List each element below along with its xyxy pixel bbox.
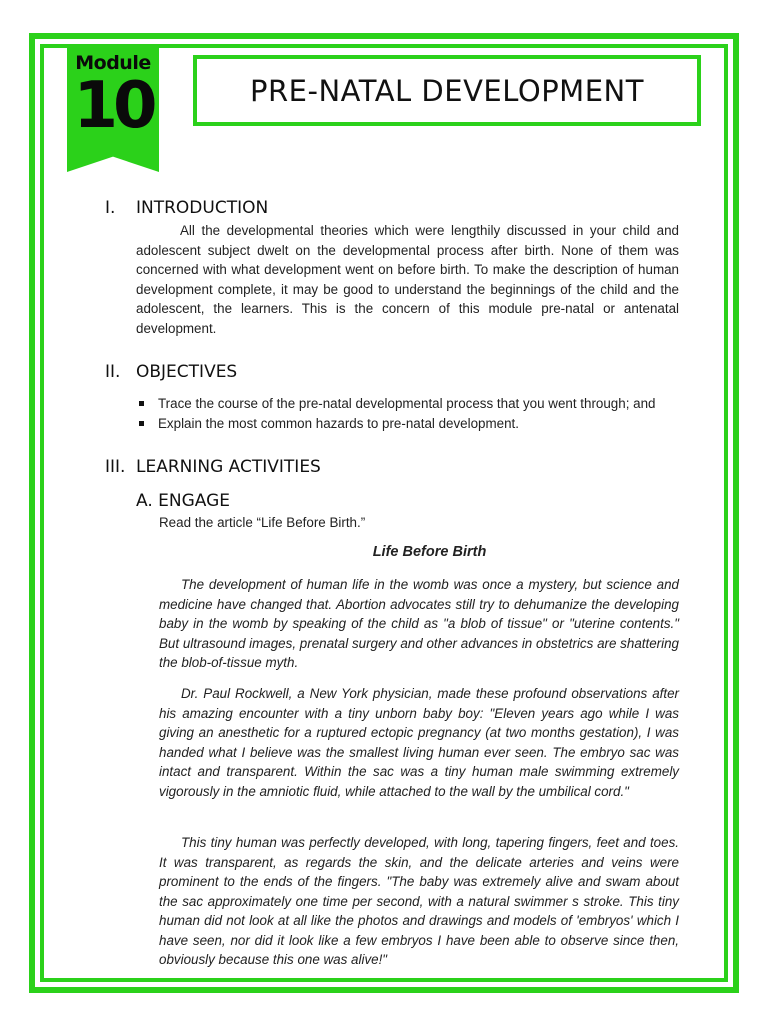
- module-number: 10: [73, 69, 153, 143]
- bullet-icon: [139, 421, 144, 426]
- objectives-list: [136, 394, 696, 434]
- objective-text: Trace the course of the pre-natal developmental process that you went through; and: [158, 396, 656, 411]
- introduction-paragraph: All the developmental theories which were lengthily discussed in your child and adolescent subject dwelt on the developmental process after birth. None of them was concerned with what development went on before birth. To make the description of human development complete, it may be good to understand the beginnings of the child and the adolescent, the learners. This is the concern of this module pre-natal or antenatal development.: [136, 223, 679, 336]
- article-paragraph: Dr. Paul Rockwell, a New York physician, made these profound observations after his amazing encounter with a tiny unborn baby boy: "Eleven years ago while I was giving an anesthetic for a ruptured ectopic pregnancy (at two months gestation), I was handed what I believe was the smallest living human ever seen. The embryo sac was intact and transparent. Within the sac was a tiny human male swimming extremely vigorously in the amniotic fluid, while attached to the wall by the umbilical cord.": [159, 686, 679, 799]
- article-paragraph: This tiny human was perfectly developed, with long, tapering fingers, feet and toes. It was transparent, as regards the skin, and the delicate arteries and veins were prominent to the ends of the fingers. "The baby was extremely alive and swam about the sac approximately one time per second, with a natural swimmer s stroke. This tiny human did not look at all like the photos and drawings and models of 'embryos' which I have seen, nor did it look like a few embryos I have been able to observe since then, obviously because this one was alive!": [159, 835, 679, 967]
- page-title: PRE-NATAL DEVELOPMENT: [250, 73, 644, 108]
- objective-text: Explain the most common hazards to pre-natal development.: [158, 416, 519, 431]
- article-paragraph: The development of human life in the womb was once a mystery, but science and medicine have changed that. Abortion advocates still try to dehumanize the developing baby in the womb by speaking of the child as "a blob of tissue" or "uterine contents." But ultrasound images, prenatal surgery and other advances in obstetrics are shattering the blob-of-tissue myth.: [159, 577, 679, 670]
- section-title: LEARNING ACTIVITIES: [136, 457, 321, 477]
- article-title: Life Before Birth: [372, 544, 487, 560]
- section-number: I.: [105, 198, 116, 218]
- engage-instruction: Read the article “Life Before Birth.”: [159, 515, 366, 530]
- section-heading-learning-activities: [105, 457, 321, 477]
- section-heading-introduction: [105, 198, 268, 218]
- section-title: OBJECTIVES: [136, 362, 238, 382]
- section-heading-objectives: [105, 362, 237, 382]
- module-label: Module: [75, 52, 151, 74]
- section-title: INTRODUCTION: [136, 198, 269, 218]
- objective-item: [136, 414, 696, 434]
- bullet-icon: [139, 401, 144, 406]
- objective-item: [136, 394, 696, 414]
- engage-heading: A. ENGAGE: [136, 491, 231, 511]
- title-box: [193, 55, 701, 126]
- section-number: II.: [105, 362, 121, 382]
- section-number: III.: [105, 457, 126, 477]
